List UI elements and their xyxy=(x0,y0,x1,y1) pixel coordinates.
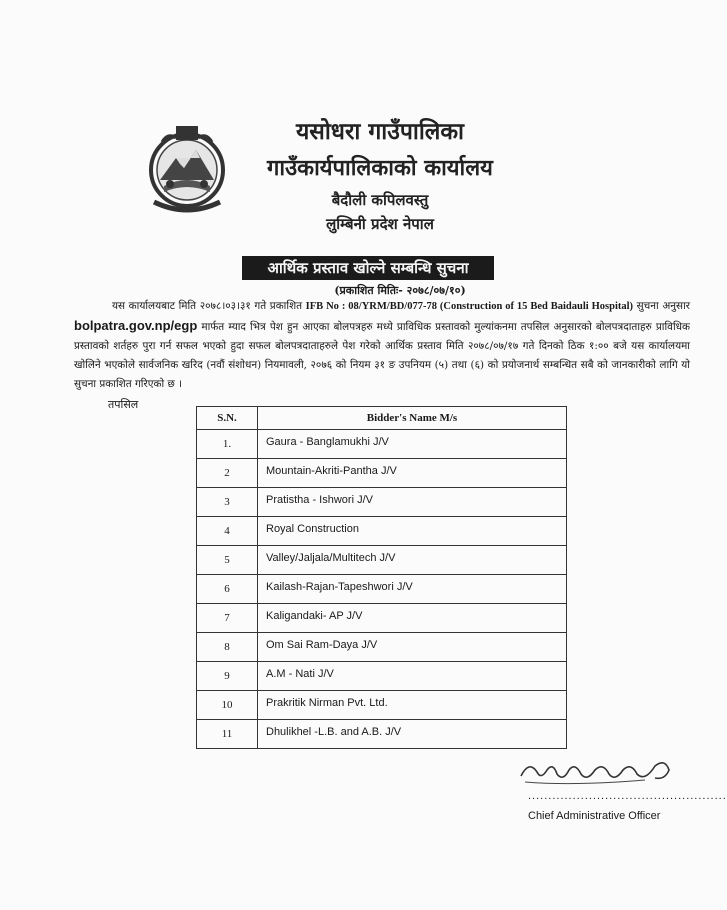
bidder-name-cell: Om Sai Ram-Daya J/V xyxy=(258,633,567,662)
notice-title: आर्थिक प्रस्ताव खोल्ने सम्बन्धि सुचना xyxy=(242,256,494,280)
sn-cell: 8 xyxy=(197,633,258,662)
body-part-3: मार्फत म्याद भित्र पेश हुन आएका बोलपत्रहरु मध्ये प्राविधिक प्रस्तावको मुल्यांकनमा तपसिल अनुसारको बोलपत्रदाताहरु प्राविधिक प्रस्तावको शर्तहरु पुरा गर्न सफल भएको हुदा सफल बोलपत्रदाताहरुले पेश गरेको आर्थिक प्रस्ताव मिति २०७८/०७/१७ गते दिनको ठिक १:०० बजे यस कार्यालयमा खोलिने भएकोले सार्वजनिक खरिद (नवौं संशोधन) नियमावली, २०७६ को नियम ३१ ङ उपनियम (५) तथा (६) को प्रयोजनार्थ सम्बन्धित सबै को जानकारीको लागि यो सुचना प्रकाशित गरिएको छ । xyxy=(74,321,690,390)
tapasil-label: तपसिल xyxy=(108,398,139,411)
table-row xyxy=(197,488,567,517)
office-name: गाउँकार्यपालिकाको कार्यालय xyxy=(267,155,493,181)
nepal-emblem-icon xyxy=(146,122,228,214)
bidder-name-cell: Valley/Jaljala/Multitech J/V xyxy=(258,546,567,575)
office-location: बैदौली कपिलवस्तु xyxy=(331,191,429,209)
body-part-2: सुचना अनुसार xyxy=(633,300,691,312)
sn-cell: 11 xyxy=(197,720,258,749)
table-row xyxy=(197,459,567,488)
table-row xyxy=(197,604,567,633)
sn-cell: 4 xyxy=(197,517,258,546)
signature-line: ................................................. xyxy=(528,790,727,802)
table-row xyxy=(197,662,567,691)
table-row xyxy=(197,691,567,720)
table-row xyxy=(197,546,567,575)
ifb-number: IFB No : 08/YRM/BD/077-78 (Construction of 15 Bed Baidauli Hospital) xyxy=(305,301,634,312)
sn-cell: 1. xyxy=(197,430,258,459)
bidder-name-header: Bidder's Name M/s xyxy=(258,407,567,430)
province-name: लुम्बिनी प्रदेश नेपाल xyxy=(326,215,434,233)
table-row xyxy=(197,517,567,546)
table-row xyxy=(197,430,567,459)
bidder-name-cell: A.M - Nati J/V xyxy=(258,662,567,691)
table-header-row xyxy=(197,407,567,430)
sn-cell: 9 xyxy=(197,662,258,691)
bidder-name-cell: Prakritik Nirman Pvt. Ltd. xyxy=(258,691,567,720)
table-row xyxy=(197,633,567,662)
handwritten-signature-icon xyxy=(515,752,675,792)
website-link: bolpatra.gov.np/egp xyxy=(74,318,198,333)
bidder-name-cell: Royal Construction xyxy=(258,517,567,546)
bidder-name-cell: Mountain-Akriti-Pantha J/V xyxy=(258,459,567,488)
bidder-name-cell: Kailash-Rajan-Tapeshwori J/V xyxy=(258,575,567,604)
published-date: (प्रकाशित मितिः- २०७८/०७/१०) xyxy=(334,284,466,297)
table-row xyxy=(197,575,567,604)
sn-cell: 2 xyxy=(197,459,258,488)
table-row xyxy=(197,720,567,749)
sn-cell: 10 xyxy=(197,691,258,720)
notice-body xyxy=(74,297,690,394)
sn-header: S.N. xyxy=(197,407,258,430)
municipality-name: यसोधरा गाउँपालिका xyxy=(295,118,465,145)
bidders-table xyxy=(196,406,567,749)
bidder-name-cell: Gaura - Banglamukhi J/V xyxy=(258,430,567,459)
sn-cell: 7 xyxy=(197,604,258,633)
bidder-name-cell: Pratistha - Ishwori J/V xyxy=(258,488,567,517)
sn-cell: 5 xyxy=(197,546,258,575)
sn-cell: 3 xyxy=(197,488,258,517)
body-part-1: यस कार्यालयबाट मिति २०७८।०३।३१ गते प्रकाशित xyxy=(112,300,306,312)
bidder-name-cell: Dhulikhel -L.B. and A.B. J/V xyxy=(258,720,567,749)
bidder-name-cell: Kaligandaki- AP J/V xyxy=(258,604,567,633)
designation: Chief Administrative Officer xyxy=(528,810,661,822)
sn-cell: 6 xyxy=(197,575,258,604)
